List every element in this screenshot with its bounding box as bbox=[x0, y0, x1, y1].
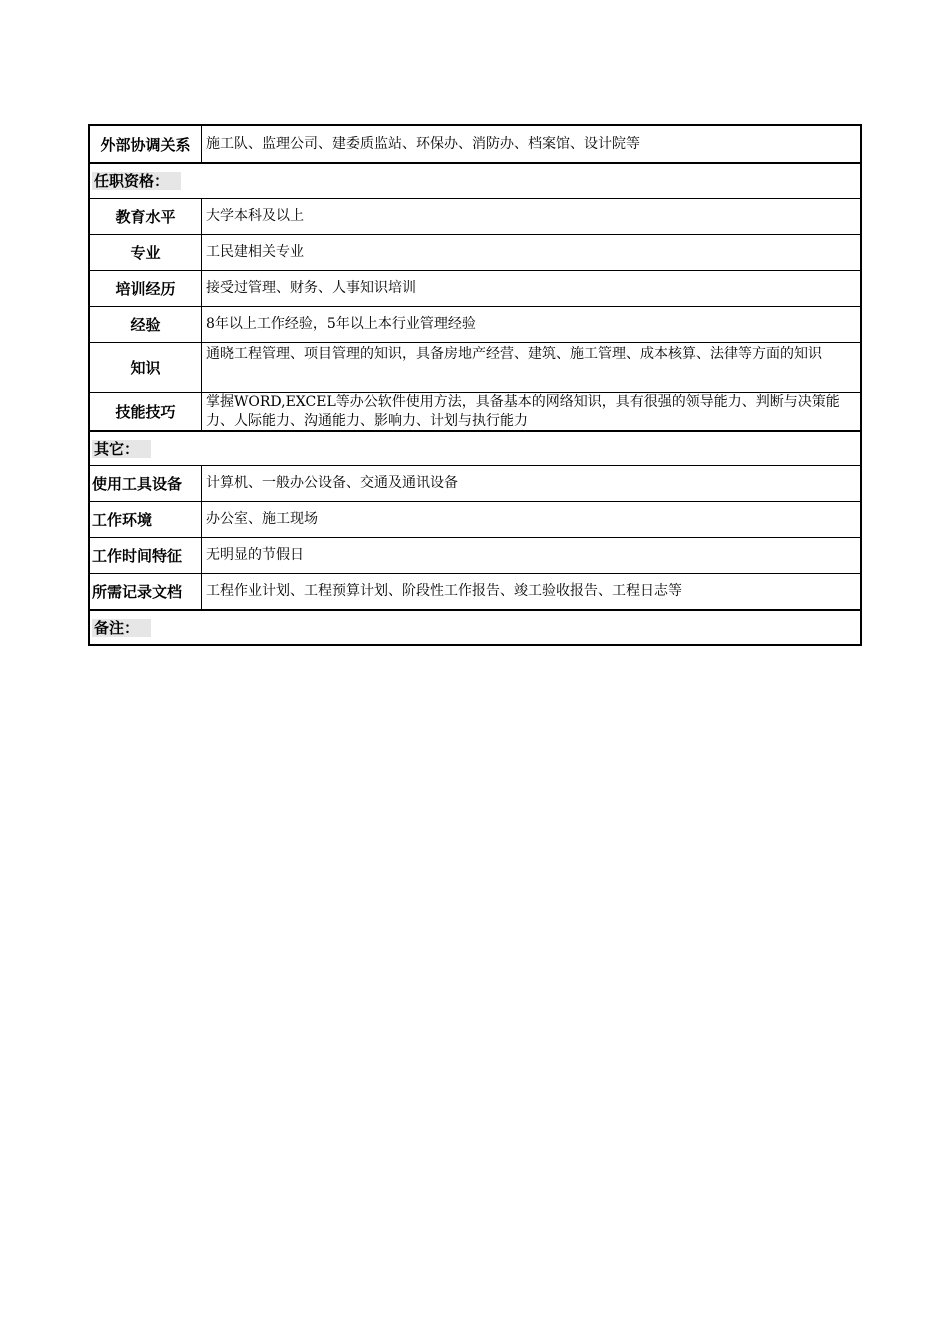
external-relations-row bbox=[90, 126, 860, 162]
knowledge-row bbox=[90, 342, 860, 392]
major-value: 工民建相关专业 bbox=[206, 244, 304, 260]
education-row bbox=[90, 198, 860, 234]
experience-value: 8年以上工作经验，5年以上本行业管理经验 bbox=[206, 316, 476, 332]
work-time-row bbox=[90, 537, 860, 573]
skills-value: 掌握WORD,EXCEL等办公软件使用方法，具备基本的网络知识，具有很强的领导能力、判断与决策能力、人际能力、沟通能力、影响力、计划与执行能力 bbox=[206, 394, 840, 429]
major-label: 专业 bbox=[90, 235, 202, 270]
external-relations-label: 外部协调关系 bbox=[90, 126, 202, 162]
training-row bbox=[90, 270, 860, 306]
knowledge-label: 知识 bbox=[90, 343, 202, 392]
environment-row bbox=[90, 501, 860, 537]
records-row bbox=[90, 573, 860, 609]
tools-label: 使用工具设备 bbox=[90, 466, 202, 501]
experience-row bbox=[90, 306, 860, 342]
external-relations-value: 施工队、监理公司、建委质监站、环保办、消防办、档案馆、设计院等 bbox=[206, 135, 640, 152]
education-value: 大学本科及以上 bbox=[206, 208, 304, 224]
education-label: 教育水平 bbox=[90, 199, 202, 234]
experience-label: 经验 bbox=[90, 307, 202, 342]
other-heading: 其它： bbox=[92, 440, 151, 458]
remarks-heading-row bbox=[90, 609, 860, 644]
tools-value: 计算机、一般办公设备、交通及通讯设备 bbox=[206, 475, 458, 491]
job-description-table bbox=[88, 124, 862, 646]
records-label: 所需记录文档 bbox=[90, 574, 202, 609]
work-time-label: 工作时间特征 bbox=[90, 538, 202, 573]
other-heading-row bbox=[90, 430, 860, 465]
records-value: 工程作业计划、工程预算计划、阶段性工作报告、竣工验收报告、工程日志等 bbox=[206, 583, 682, 599]
skills-row bbox=[90, 392, 860, 430]
tools-row bbox=[90, 465, 860, 501]
skills-label: 技能技巧 bbox=[90, 393, 202, 430]
environment-label: 工作环境 bbox=[90, 502, 202, 537]
environment-value: 办公室、施工现场 bbox=[206, 511, 318, 527]
major-row bbox=[90, 234, 860, 270]
qualifications-heading: 任职资格： bbox=[92, 172, 181, 190]
knowledge-value: 通晓工程管理、项目管理的知识，具备房地产经营、建筑、施工管理、成本核算、法律等方面的知识 bbox=[206, 346, 822, 362]
training-value: 接受过管理、财务、人事知识培训 bbox=[206, 280, 416, 296]
training-label: 培训经历 bbox=[90, 271, 202, 306]
work-time-value: 无明显的节假日 bbox=[206, 547, 304, 563]
qualifications-heading-row bbox=[90, 162, 860, 198]
remarks-heading: 备注： bbox=[92, 619, 151, 637]
